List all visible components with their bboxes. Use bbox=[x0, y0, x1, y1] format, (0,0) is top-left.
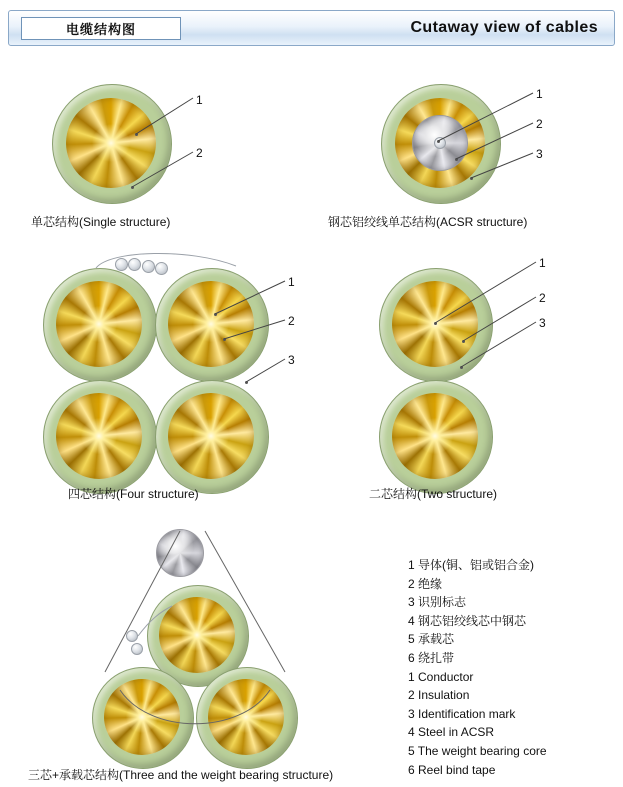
four-conductor-tl bbox=[56, 281, 142, 367]
single-callout-2: 2 bbox=[196, 146, 203, 160]
four-conductor-br bbox=[168, 393, 254, 479]
acsr-callout-1-dot bbox=[437, 140, 440, 143]
legend-item: 1 导体(铜、铝或铝合金) bbox=[408, 558, 535, 572]
acsr-callout-3: 3 bbox=[536, 147, 543, 161]
two-callout-3: 3 bbox=[539, 316, 546, 330]
legend-item: 3 识别标志 bbox=[408, 595, 467, 610]
legend-item: 3 Identification mark bbox=[408, 706, 516, 721]
four-callout-1-dot bbox=[214, 313, 217, 316]
four-bind-tape-ball-3 bbox=[142, 260, 155, 273]
four-callout-3-dot bbox=[245, 381, 248, 384]
two-callout-1-dot bbox=[434, 322, 437, 325]
legend-item: 2 Insulation bbox=[408, 688, 470, 703]
two-callout-1: 1 bbox=[539, 256, 546, 270]
two-callout-3-dot bbox=[460, 366, 463, 369]
two-caption: 二芯结构(Two structure) bbox=[369, 487, 498, 501]
acsr-callout-2: 2 bbox=[536, 117, 543, 131]
header-left-label: 电缆结构图 bbox=[21, 17, 181, 40]
legend-item: 6 绕扎带 bbox=[408, 650, 455, 665]
acsr-callout-1: 1 bbox=[536, 87, 543, 101]
acsr-callout-3-dot bbox=[470, 177, 473, 180]
header-right-title: Cutaway view of cables bbox=[410, 19, 598, 36]
legend-item: 2 绝缘 bbox=[408, 576, 443, 591]
single-callout-1: 1 bbox=[196, 93, 203, 107]
four-callout-2: 2 bbox=[288, 314, 295, 328]
legend-item: 5 承载芯 bbox=[408, 632, 455, 647]
two-callout-2: 2 bbox=[539, 291, 546, 305]
single-conductor bbox=[66, 98, 156, 188]
acsr-center-wire bbox=[434, 137, 446, 149]
page-header bbox=[8, 10, 615, 46]
four-callout-1: 1 bbox=[288, 275, 295, 289]
four-bind-tape-ball-1 bbox=[115, 258, 128, 271]
four-bind-tape-ball-2 bbox=[128, 258, 141, 271]
acsr-caption: 钢芯铝绞线单芯结构(ACSR structure) bbox=[328, 215, 528, 229]
three-conductor-right bbox=[208, 679, 284, 755]
legend bbox=[408, 556, 547, 779]
four-conductor-tr bbox=[168, 281, 254, 367]
acsr-callout-2-dot bbox=[455, 158, 458, 161]
four-callout-3: 3 bbox=[288, 353, 295, 367]
three-bind-ball-2 bbox=[131, 643, 143, 655]
legend-item: 4 钢芯铝绞线芯中钢芯 bbox=[408, 613, 527, 628]
single-caption: 单芯结构(Single structure) bbox=[31, 215, 171, 229]
three-bind-ball-1 bbox=[126, 630, 138, 642]
four-callout-2-dot bbox=[223, 338, 226, 341]
four-caption: 四芯结构(Four structure) bbox=[68, 487, 199, 501]
three-weight-bearing-core bbox=[156, 529, 204, 577]
two-conductor-bottom bbox=[392, 393, 478, 479]
single-callout-1-dot bbox=[135, 133, 138, 136]
three-conductor-left bbox=[104, 679, 180, 755]
legend-item: 1 Conductor bbox=[408, 669, 474, 684]
legend-item: 6 Reel bind tape bbox=[408, 762, 496, 777]
three-weight-caption: 三芯+承载芯结构(Three and the weight bearing structure) bbox=[28, 768, 334, 782]
single-callout-2-dot bbox=[131, 186, 134, 189]
legend-item: 5 The weight bearing core bbox=[408, 743, 547, 758]
legend-item: 4 Steel in ACSR bbox=[408, 725, 495, 740]
four-bind-tape-ball-4 bbox=[155, 262, 168, 275]
two-callout-2-dot bbox=[462, 340, 465, 343]
three-conductor-top bbox=[159, 597, 235, 673]
four-conductor-bl bbox=[56, 393, 142, 479]
